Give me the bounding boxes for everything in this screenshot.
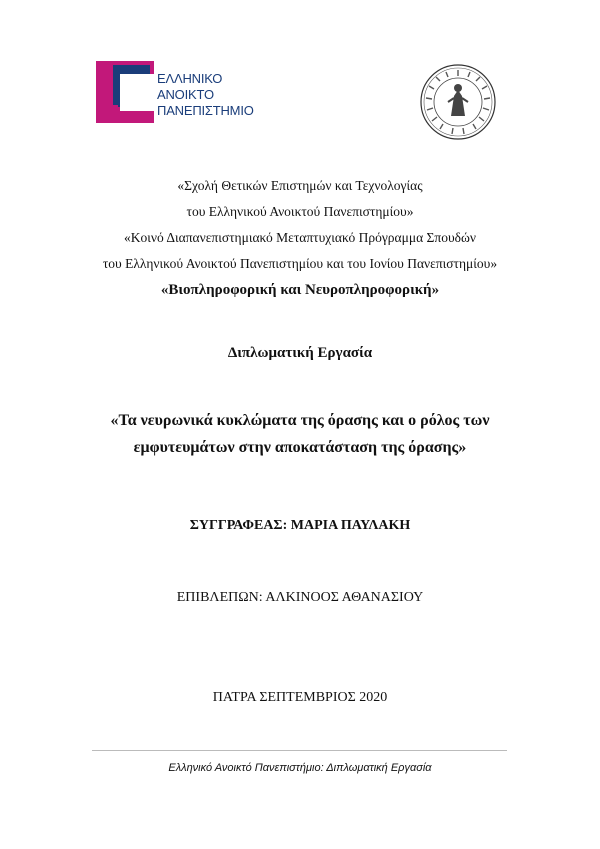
program-line-1: «Κοινό Διαπανεπιστημιακό Μεταπτυχιακό Πρόγραμμα Σπουδών bbox=[123, 230, 476, 245]
thesis-title-line-1: «Τα νευρωνικά κυκλώματα της όρασης και ο ρόλος των bbox=[110, 412, 490, 429]
program-name: «Βιοπληροφορική και Νευροπληροφορική» bbox=[160, 282, 440, 298]
eap-logo-line-2: ΑΝΟΙΚΤΟ bbox=[157, 87, 214, 102]
seal-icon bbox=[418, 62, 498, 142]
eap-logo-text bbox=[157, 71, 254, 119]
author: ΣΥΓΓΡΑΦΕΑΣ: ΜΑΡΙΑ ΠΑΥΛΑΚΗ bbox=[189, 518, 411, 533]
footer-divider bbox=[92, 750, 507, 751]
page-footer: Ελληνικό Ανοικτό Πανεπιστήμιο: Διπλωματική Εργασία bbox=[168, 762, 432, 774]
school-line-2: του Ελληνικού Ανοικτού Πανεπιστημίου» bbox=[186, 204, 414, 219]
document-type: Διπλωματική Εργασία bbox=[227, 345, 373, 361]
eap-logo-line-1: ΕΛΛΗΝΙΚΟ bbox=[157, 71, 223, 86]
ionian-university-seal bbox=[418, 62, 498, 142]
thesis-title-line-2: εμφυτευμάτων στην αποκατάσταση της όρασης» bbox=[133, 439, 467, 456]
supervisor: ΕΠΙΒΛΕΠΩΝ: ΑΛΚΙΝΟΟΣ ΑΘΑΝΑΣΙΟΥ bbox=[176, 590, 424, 605]
eap-logo-line-3: ΠΑΝΕΠΙΣΤΗΜΙΟ bbox=[157, 103, 254, 118]
eap-logo bbox=[96, 61, 256, 123]
school-line-1: «Σχολή Θετικών Επιστημών και Τεχνολογίας bbox=[177, 178, 423, 193]
place-date: ΠΑΤΡΑ ΣΕΠΤΕΜΒΡΙΟΣ 2020 bbox=[212, 690, 388, 705]
eap-logo-icon bbox=[96, 61, 154, 123]
program-line-2: του Ελληνικού Ανοικτού Πανεπιστημίου και του Ιονίου Πανεπιστημίου» bbox=[102, 256, 498, 271]
